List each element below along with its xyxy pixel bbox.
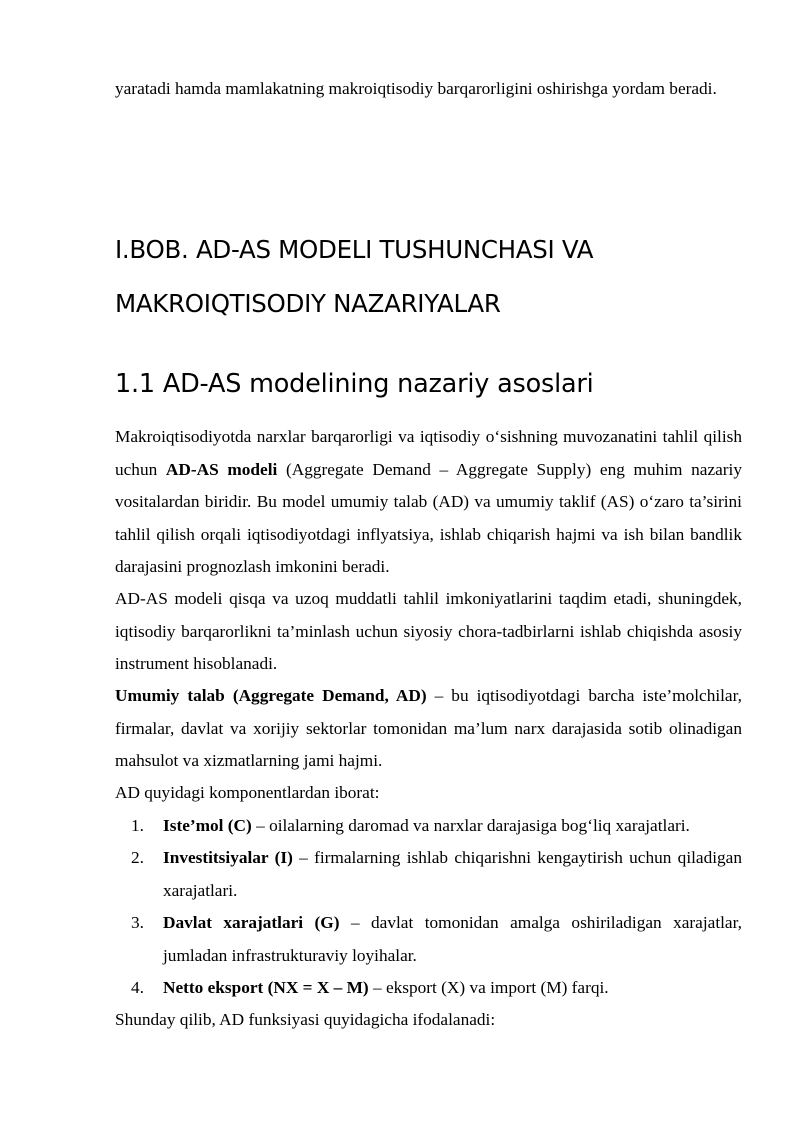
bold-term: Netto eksport (NX = X – M) [163,978,369,997]
list-text: – oilalarning daromad va narxlar darajasiga bog‘liq xarajatlari. [251,816,690,835]
list-text: – firmalarning ishlab chiqarishni kengaytirish uchun qiladigan xarajatlari. [163,848,742,900]
paragraph-ad-components: AD quyidagi komponentlardan iborat: [115,783,380,802]
list-text: – davlat tomonidan amalga oshiriladigan xarajatlar, jumladan infrastrukturaviy loyihalar. [163,913,742,965]
list-item [115,810,742,843]
list-item [115,972,742,1005]
bold-term: Investitsiyalar (I) [163,848,293,867]
paragraph-aggregate-demand [115,680,742,778]
paragraph-ad-as-model [115,421,742,584]
list-body [163,842,742,907]
paragraph-text: (Aggregate Demand – Aggregate Supply) eng muhim nazariy vositalardan biridir. Bu model umumiy talab (AD) va umumiy taklif (AS) o‘zaro ta’sirini tahlil qilish orqali iqtisodiyotdagi inflyatsiya, ishlab chiqarish hajmi va ish bilan bandlik darajasini prognozlash imkonini beradi. [115,459,743,576]
bold-term: AD-AS modeli [165,459,278,479]
chapter-title: I.BOB. AD-AS MODELI TUSHUNCHASI VA MAKROIQTISODIY NAZARIYALAR [115,235,594,318]
paragraph-short-long-term: AD-AS modeli qisqa va uzoq muddatli tahlil imkoniyatlarini taqdim etadi, shuningdek, iqtisodiy barqarorlikni ta’minlash uchun siyosiy chora-tadbirlarni ishlab chiqishda asosiy instrument hisoblanadi. [115,589,742,673]
bold-term: Iste’mol (C) [163,816,252,835]
list-number: 2. [131,848,144,867]
paragraph-text: Makroiqtisodiyotda narxlar barqarorligi va iqtisodiy o‘sishning muvozanatini tahlil qilish uchun [115,427,742,479]
list-body [163,907,742,972]
intro-paragraph: yaratadi hamda mamlakatning makroiqtisodiy barqarorligini oshirishga yordam beradi. [115,79,717,98]
list-number: 1. [131,816,144,835]
list-number: 4. [131,978,144,997]
list-item [115,907,742,972]
list-body [163,810,742,843]
list-text: – eksport (X) va import (M) farqi. [368,978,609,997]
list-number: 3. [131,913,144,932]
bold-term: Davlat xarajatlari (G) [163,913,340,932]
list-item [115,842,742,907]
list-body [163,972,742,1005]
paragraph-text: – bu iqtisodiyotdagi barcha iste’molchilar, firmalar, davlat va xorijiy sektorlar tomonidan ma’lum narx darajasida sotib olinadigan mahsulot va xizmatlarning jami hajmi. [115,686,742,770]
paragraph-ad-function: Shunday qilib, AD funksiyasi quyidagicha ifodalanadi: [115,1010,496,1029]
bold-term: Umumiy talab (Aggregate Demand, AD) [115,686,427,705]
section-title: 1.1 AD-AS modelining nazariy asoslari [115,369,594,399]
